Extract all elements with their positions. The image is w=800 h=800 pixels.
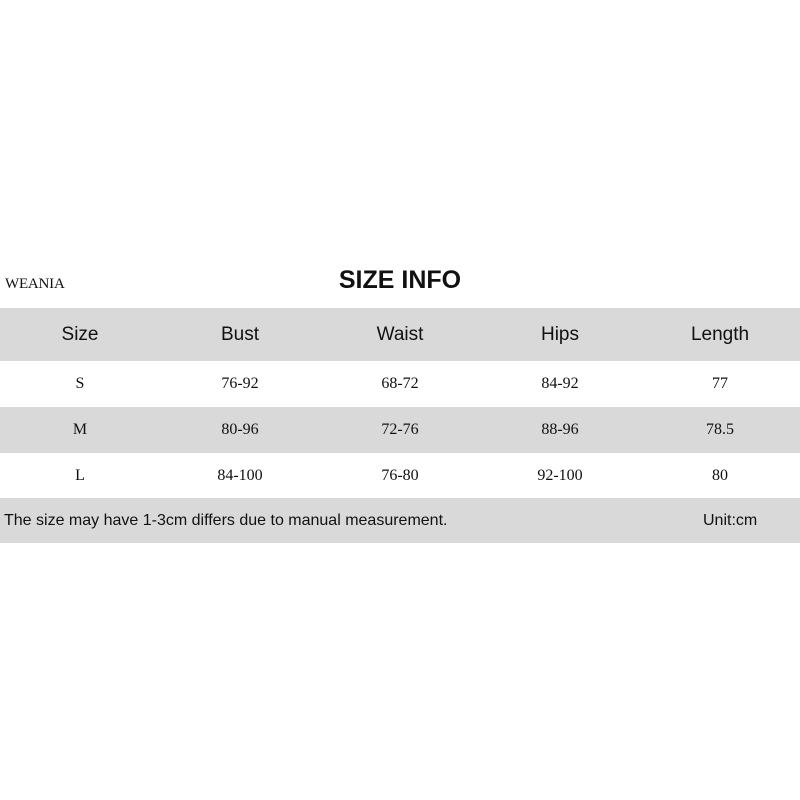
cell-hips: 92-100 <box>537 467 583 484</box>
cell-bust: 80-96 <box>221 421 259 438</box>
table-header-row <box>0 308 800 361</box>
cell-size: L <box>75 467 85 484</box>
cell-length: 77 <box>712 375 728 392</box>
cell-length: 80 <box>712 467 728 484</box>
cell-bust: 76-92 <box>221 375 259 392</box>
header-bust: Bust <box>220 323 260 345</box>
size-table <box>0 308 800 499</box>
cell-waist: 68-72 <box>381 375 419 392</box>
cell-size: M <box>72 421 88 438</box>
table-row <box>0 453 800 499</box>
header-waist: Waist <box>376 323 424 345</box>
brand-logo-text: WEANIA <box>5 276 65 292</box>
cell-hips: 84-92 <box>541 375 579 392</box>
cell-waist: 76-80 <box>381 467 419 484</box>
table-row <box>0 361 800 407</box>
header-size: Size <box>61 323 99 345</box>
footer-note-row <box>0 498 800 543</box>
table-row <box>0 407 800 453</box>
measurement-note: The size may have 1-3cm differs due to manual measurement. <box>4 512 448 529</box>
unit-label: Unit:cm <box>703 512 758 529</box>
cell-waist: 72-76 <box>381 421 419 438</box>
cell-size: S <box>75 375 85 392</box>
page-title: SIZE INFO <box>338 266 462 294</box>
header-hips: Hips <box>540 323 579 345</box>
cell-bust: 84-100 <box>217 467 263 484</box>
cell-hips: 88-96 <box>541 421 579 438</box>
header-length: Length <box>690 323 750 345</box>
cell-length: 78.5 <box>706 421 734 438</box>
